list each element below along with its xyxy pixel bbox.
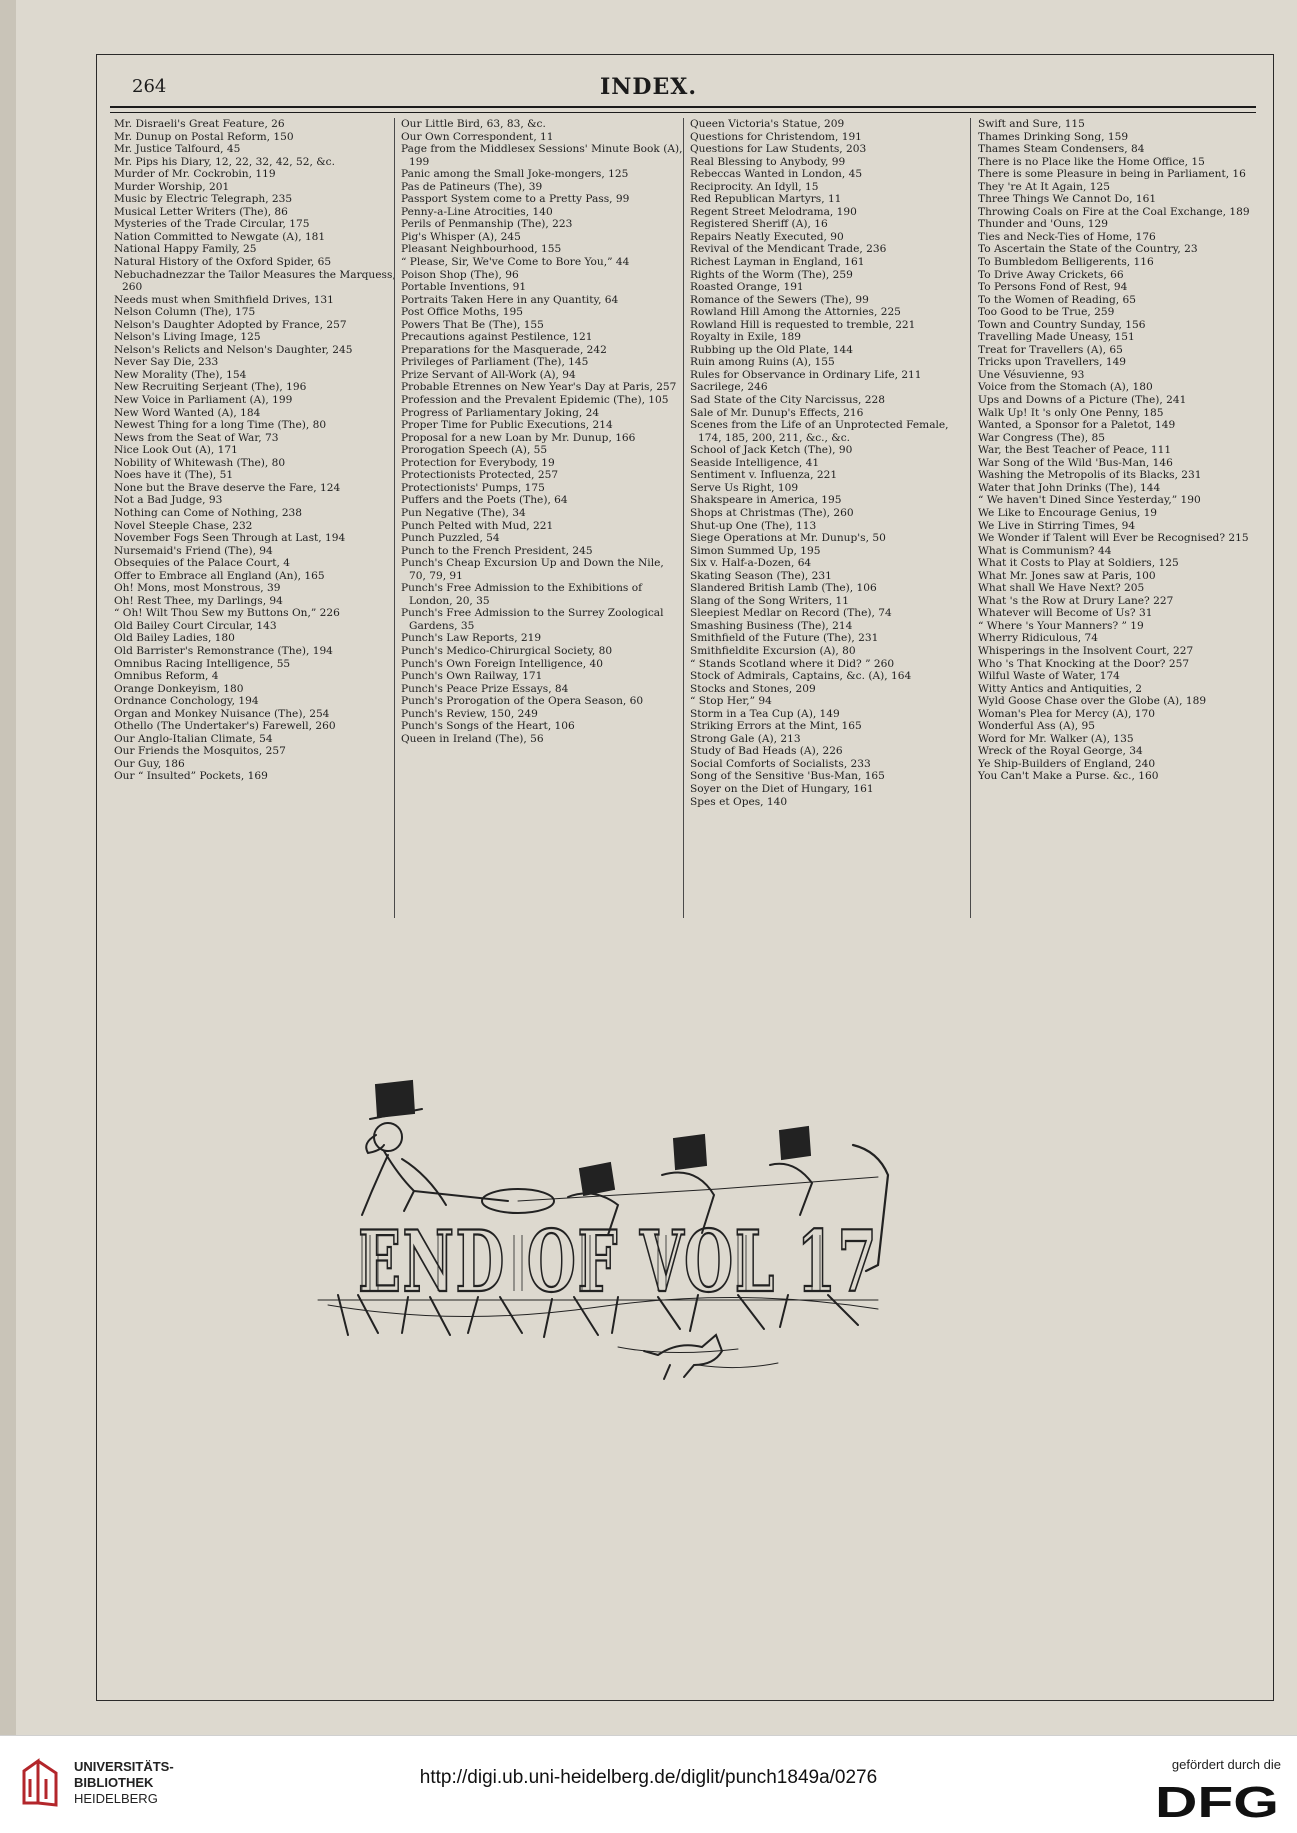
index-entry: Thames Drinking Song, 159 [978,130,1129,143]
index-entry: Punch's Law Reports, 219 [401,632,542,645]
index-entry: Proper Time for Public Executions, 214 [401,419,613,432]
index-entry: Murder of Mr. Cockrobin, 119 [114,168,276,181]
index-entry: Too Good to be True, 259 [978,306,1115,319]
index-entry: Roasted Orange, 191 [690,281,804,294]
index-entry: Sacrilege, 246 [690,381,768,394]
index-entry: Orange Donkeyism, 180 [114,682,244,695]
index-entry: Smashing Business (The), 214 [690,619,853,632]
index-entry: Study of Bad Heads (A), 226 [690,745,843,758]
index-entry: Sleepiest Medlar on Record (The), 74 [690,607,892,620]
index-entry: Punch to the French President, 245 [401,544,593,557]
index-entry: To Drive Away Crickets, 66 [978,268,1124,281]
index-entry: There is no Place like the Home Office, 15 [978,155,1205,168]
index-entry: Probable Etrennes on New Year's Day at Paris, 257 [401,381,677,394]
source-url-link[interactable]: http://digi.ub.uni-heidelberg.de/diglit/punch1849a/0276 [419,1767,878,1788]
index-entry: Puffers and the Poets (The), 64 [401,494,568,507]
index-entry: Travelling Made Uneasy, 151 [978,331,1135,344]
end-of-volume-lettering: END OF VOL 17 [358,1212,878,1311]
dfg-logo [1155,1778,1281,1827]
index-entry: School of Jack Ketch (The), 90 [690,444,853,457]
index-entry: Punch's Own Foreign Intelligence, 40 [401,657,604,670]
index-entry: Rowland Hill is requested to tremble, 221 [690,318,916,331]
index-entry: Punch's Own Railway, 171 [401,670,543,683]
header-rule-thin [110,112,1256,113]
index-entry: Queen in Ireland (The), 56 [401,732,544,745]
index-entry: “ Oh! Wilt Thou Sew my Buttons On,” 226 [114,607,340,620]
index-entry: Prize Servant of All-Work (A), 94 [401,368,576,381]
index-entry: Punch's Free Admission to the Exhibitions of London, 20, 35 [401,582,643,607]
index-entry: What is Communism? 44 [978,544,1112,557]
index-entry: Natural History of the Oxford Spider, 65 [114,256,332,269]
index-entry: Perils of Penmanship (The), 223 [401,218,573,231]
index-entry: Wyld Goose Chase over the Globe (A), 189 [978,695,1207,708]
index-entry: Word for Mr. Walker (A), 135 [978,732,1134,745]
index-entry: Our Own Correspondent, 11 [401,130,554,143]
index-entry: Obsequies of the Palace Court, 4 [114,557,290,570]
index-entry: Penny-a-Line Atrocities, 140 [401,205,553,218]
index-entry: Throwing Coals on Fire at the Coal Exchange, 189 [978,205,1250,218]
index-entry: None but the Brave deserve the Fare, 124 [114,481,341,494]
index-entry: Powers That Be (The), 155 [401,318,544,331]
index-entry: War, the Best Teacher of Peace, 111 [978,444,1172,457]
index-entry: To Ascertain the State of the Country, 23 [978,243,1198,256]
index-entry: Precautions against Pestilence, 121 [401,331,593,344]
index-entry: Stocks and Stones, 209 [690,682,816,695]
index-entry: Serve Us Right, 109 [690,481,799,494]
index-entry: Shops at Christmas (The), 260 [690,506,854,519]
index-entry: Portraits Taken Here in any Quantity, 64 [401,293,619,306]
index-entry: What Mr. Jones saw at Paris, 100 [978,569,1156,582]
index-entry: There is some Pleasure in being in Parliament, 16 [978,168,1246,181]
index-entry: Storm in a Tea Cup (A), 149 [690,707,840,720]
index-entry: Pig's Whisper (A), 245 [401,230,521,243]
index-entry: Nursemaid's Friend (The), 94 [114,544,273,557]
index-entry: Thames Steam Condensers, 84 [978,143,1145,156]
index-entry: Mr. Pips his Diary, 12, 22, 32, 42, 52, &c. [114,155,335,168]
index-entry: Nobility of Whitewash (The), 80 [114,456,286,469]
index-entry: Ruin among Ruins (A), 155 [690,356,835,369]
index-entry: Siege Operations at Mr. Dunup's, 50 [690,532,886,545]
index-column-3 [690,118,972,808]
index-entry: “ Stop Her,” 94 [690,695,772,708]
index-entry: Old Bailey Ladies, 180 [114,632,235,645]
index-entry: Slandered British Lamb (The), 106 [690,582,877,595]
index-entry: Questions for Christendom, 191 [690,130,862,143]
index-entry: Othello (The Undertaker's) Farewell, 260 [114,720,336,733]
index-entry: Panic among the Small Joke-mongers, 125 [401,168,629,181]
index-entry: Our Little Bird, 63, 83, &c. [401,118,546,130]
page-edge [0,0,16,1735]
index-entry: Needs must when Smithfield Drives, 131 [114,293,334,306]
index-entry: Rebeccas Wanted in London, 45 [690,168,863,181]
index-entry: Richest Layman in England, 161 [690,256,865,269]
footer-divider [0,1735,1297,1736]
index-entry: Passport System come to a Pretty Pass, 99 [401,193,630,206]
index-entry: Witty Antics and Antiquities, 2 [978,682,1143,695]
index-entry: Our Friends the Mosquitos, 257 [114,745,286,758]
index-entry: Rights of the Worm (The), 259 [690,268,853,281]
index-entry: “ Please, Sir, We've Come to Bore You,” 44 [401,256,630,269]
index-entry: Offer to Embrace all England (An), 165 [114,569,325,582]
index-entry: Oh! Mons, most Monstrous, 39 [114,582,281,595]
index-column-2 [401,118,683,745]
index-entry: Voice from the Stomach (A), 180 [978,381,1153,394]
index-entry: Striking Errors at the Mint, 165 [690,720,862,733]
header-rule [110,106,1256,108]
index-entry: Nothing can Come of Nothing, 238 [114,506,303,519]
index-entry: We Like to Encourage Genius, 19 [978,506,1158,519]
index-entry: News from the Seat of War, 73 [114,431,279,444]
index-entry: New Morality (The), 154 [114,368,247,381]
index-entry: Repairs Neatly Executed, 90 [690,230,844,243]
index-entry: Royalty in Exile, 189 [690,331,801,344]
index-entry: Rowland Hill Among the Attornies, 225 [690,306,901,319]
index-entry: War Congress (The), 85 [978,431,1106,444]
index-entry: Music by Electric Telegraph, 235 [114,193,293,206]
index-entry: Musical Letter Writers (The), 86 [114,205,288,218]
index-entry: Swift and Sure, 115 [978,118,1085,130]
index-entry: You Can't Make a Purse. &c., 160 [978,770,1159,783]
index-entry: New Word Wanted (A), 184 [114,406,261,419]
index-entry: Old Bailey Court Circular, 143 [114,619,277,632]
index-entry: To Bumbledom Belligerents, 116 [978,256,1154,269]
index-entry: Nation Committed to Newgate (A), 181 [114,230,326,243]
index-entry: Noes have it (The), 51 [114,469,234,482]
index-entry: Sad State of the City Narcissus, 228 [690,394,885,407]
index-entry: Spes et Opes, 140 [690,795,788,808]
column-divider [394,118,395,918]
index-entry: Preparations for the Masquerade, 242 [401,343,607,356]
index-entry: Whisperings in the Insolvent Court, 227 [978,644,1194,657]
index-entry: We Wonder if Talent will Ever be Recognised? 215 [978,532,1249,545]
index-entry: Privileges of Parliament (The), 145 [401,356,589,369]
index-entry: Rubbing up the Old Plate, 144 [690,343,853,356]
index-entry: Pas de Patineurs (The), 39 [401,180,543,193]
index-entry: Stock of Admirals, Captains, &c. (A), 164 [690,670,912,683]
index-entry: Murder Worship, 201 [114,180,230,193]
index-entry: Protectionists Protected, 257 [401,469,559,482]
index-entry: Seaside Intelligence, 41 [690,456,820,469]
index-entry: Social Comforts of Socialists, 233 [690,757,871,770]
index-entry: Punch's Prorogation of the Opera Season, 60 [401,695,644,708]
index-entry: National Happy Family, 25 [114,243,257,256]
index-entry: Punch Puzzled, 54 [401,532,500,545]
index-entry: Mysteries of the Trade Circular, 175 [114,218,310,231]
index-entry: Punch's Free Admission to the Surrey Zoological Gardens, 35 [401,607,664,632]
index-entry: Mr. Justice Talfourd, 45 [114,143,241,156]
index-entry: Water that John Drinks (The), 144 [978,481,1161,494]
index-entry: New Recruiting Serjeant (The), 196 [114,381,307,394]
index-entry: Wreck of the Royal George, 34 [978,745,1143,758]
dfg-logo-text: DFG [1155,1778,1279,1827]
index-entry: Not a Bad Judge, 93 [114,494,223,507]
index-entry: Town and Country Sunday, 156 [978,318,1146,331]
index-entry: To Persons Fond of Rest, 94 [978,281,1128,294]
index-entry: To the Women of Reading, 65 [978,293,1136,306]
index-entry: “ We haven't Dined Since Yesterday,” 190 [978,494,1201,507]
column-divider [683,118,684,918]
index-entry: Wonderful Ass (A), 95 [978,720,1096,733]
index-entry: Proposal for a new Loan by Mr. Dunup, 166 [401,431,636,444]
index-entry: Romance of the Sewers (The), 99 [690,293,869,306]
column-divider [970,118,971,918]
library-city: HEIDELBERG [74,1791,158,1806]
index-column-4 [978,118,1260,783]
index-entry: Punch's Medico-Chirurgical Society, 80 [401,644,613,657]
index-entry: Punch's Review, 150, 249 [401,707,538,720]
index-entry: Soyer on the Diet of Hungary, 161 [690,782,874,795]
index-entry: Wanted, a Sponsor for a Paletot, 149 [978,419,1176,432]
index-entry: Nice Look Out (A), 171 [114,444,238,457]
index-entry: Wilful Waste of Water, 174 [978,670,1120,683]
end-of-volume-illustration [318,1065,1018,1390]
index-entry: Punch's Peace Prize Essays, 84 [401,682,569,695]
index-entry: Shut-up One (The), 113 [690,519,817,532]
index-entry: Our “ Insulted” Pockets, 169 [114,770,268,783]
index-entry: Song of the Sensitive 'Bus-Man, 165 [690,770,885,783]
index-entry: November Fogs Seen Through at Last, 194 [114,532,346,545]
index-entry: Smithfield of the Future (The), 231 [690,632,879,645]
index-entry: Nelson's Relicts and Nelson's Daughter, 245 [114,343,353,356]
index-entry: Thunder and 'Ouns, 129 [978,218,1108,231]
index-entry: Tricks upon Travellers, 149 [978,356,1127,369]
index-column-1 [114,118,396,783]
index-entry: Ties and Neck-Ties of Home, 176 [978,230,1156,243]
index-entry: Newest Thing for a long Time (The), 80 [114,419,327,432]
index-entry: Three Things We Cannot Do, 161 [978,193,1157,206]
index-entry: Queen Victoria's Statue, 209 [690,118,845,130]
index-entry: Nelson's Living Image, 125 [114,331,261,344]
index-entry: Punch's Cheap Excursion Up and Down the Nile, 70, 79, 91 [401,557,664,582]
index-entry: Omnibus Reform, 4 [114,670,219,683]
index-entry: Nebuchadnezzar the Tailor Measures the Marquess, 260 [114,268,396,294]
index-entry: We Live in Stirring Times, 94 [978,519,1136,532]
index-entry: Nelson Column (The), 175 [114,306,256,319]
index-entry: Red Republican Martyrs, 11 [690,193,842,206]
index-entry: Walk Up! It 's only One Penny, 185 [978,406,1164,419]
index-entry: They 're At It Again, 125 [978,180,1110,193]
index-entry: Our Guy, 186 [114,757,185,770]
index-entry: Post Office Moths, 195 [401,306,524,319]
index-entry: Profession and the Prevalent Epidemic (The), 105 [401,394,669,407]
index-entry: Protection for Everybody, 19 [401,456,555,469]
index-entry: New Voice in Parliament (A), 199 [114,394,293,407]
index-entry: Pun Negative (The), 34 [401,506,526,519]
index-entry: Ordnance Conchology, 194 [114,695,259,708]
index-entry: Treat for Travellers (A), 65 [978,343,1123,356]
index-entry: Slang of the Song Writers, 11 [690,594,850,607]
index-entry: Real Blessing to Anybody, 99 [690,155,846,168]
index-entry: Prorogation Speech (A), 55 [401,444,548,457]
index-entry: Sale of Mr. Dunup's Effects, 216 [690,406,864,419]
index-entry: Our Anglo-Italian Climate, 54 [114,732,273,745]
index-entry: Ye Ship-Builders of England, 240 [978,757,1156,770]
index-entry: Shakspeare in America, 195 [690,494,842,507]
index-entry: What shall We Have Next? 205 [978,582,1145,595]
index-entry: Never Say Die, 233 [114,356,219,369]
index-entry: Oh! Rest Thee, my Darlings, 94 [114,594,283,607]
index-entry: Strong Gale (A), 213 [690,732,801,745]
index-entry: Une Vésuvienne, 93 [978,368,1085,381]
index-entry: Skating Season (The), 231 [690,569,832,582]
index-entry: “ Stands Scotland where it Did? ” 260 [690,657,895,670]
index-entry: Mr. Disraeli's Great Feature, 26 [114,118,285,130]
index-entry: Whatever will Become of Us? 31 [978,607,1153,620]
index-entry: Poison Shop (The), 96 [401,268,519,281]
index-entry: Punch's Songs of the Heart, 106 [401,720,575,733]
index-entry: Punch Pelted with Mud, 221 [401,519,554,532]
index-entry: What 's the Row at Drury Lane? 227 [978,594,1174,607]
library-name-line-1: UNIVERSITÄTS- [74,1759,174,1774]
index-entry: Old Barrister's Remonstrance (The), 194 [114,644,333,657]
index-entry: Woman's Plea for Mercy (A), 170 [978,707,1155,720]
index-entry: Protectionists' Pumps, 175 [401,481,545,494]
index-entry: Progress of Parliamentary Joking, 24 [401,406,600,419]
index-entry: Reciprocity. An Idyll, 15 [690,180,819,193]
index-entry: Registered Sheriff (A), 16 [690,218,828,231]
index-entry: What it Costs to Play at Soldiers, 125 [978,557,1179,570]
footer-bar [0,1735,1297,1833]
index-entry: Who 's That Knocking at the Door? 257 [978,657,1190,670]
index-entry: Organ and Monkey Nuisance (The), 254 [114,707,330,720]
index-entry: Revival of the Mendicant Trade, 236 [690,243,887,256]
index-entry: Mr. Dunup on Postal Reform, 150 [114,130,294,143]
index-entry: Six v. Half-a-Dozen, 64 [690,557,812,570]
index-entry: Novel Steeple Chase, 232 [114,519,253,532]
index-entry: Portable Inventions, 91 [401,281,527,294]
funded-by-label: gefördert durch die [1171,1757,1281,1772]
index-entry: Smithfieldite Excursion (A), 80 [690,644,856,657]
index-entry: Nelson's Daughter Adopted by France, 257 [114,318,347,331]
index-entry: Sentiment v. Influenza, 221 [690,469,838,482]
index-entry: “ Where 's Your Manners? ” 19 [978,619,1144,632]
index-entry: Ups and Downs of a Picture (The), 241 [978,394,1187,407]
page-number: 264 [132,76,167,97]
page-title: INDEX. [600,74,697,100]
index-entry: Simon Summed Up, 195 [690,544,821,557]
index-entry: Rules for Observance in Ordinary Life, 211 [690,368,922,381]
index-entry: Wherry Ridiculous, 74 [978,632,1098,645]
index-entry: Washing the Metropolis of its Blacks, 231 [978,469,1202,482]
index-entry: War Song of the Wild 'Bus-Man, 146 [978,456,1173,469]
index-entry: Pleasant Neighbourhood, 155 [401,243,562,256]
index-entry: Omnibus Racing Intelligence, 55 [114,657,291,670]
index-entry: Regent Street Melodrama, 190 [690,205,857,218]
index-entry: Scenes from the Life of an Unprotected Female, 174, 185, 200, 211, &c., &c. [690,419,949,444]
library-name-line-2: BIBLIOTHEK [74,1775,154,1790]
index-entry: Questions for Law Students, 203 [690,143,867,156]
index-entry: Page from the Middlesex Sessions' Minute Book (A), 199 [401,143,683,168]
